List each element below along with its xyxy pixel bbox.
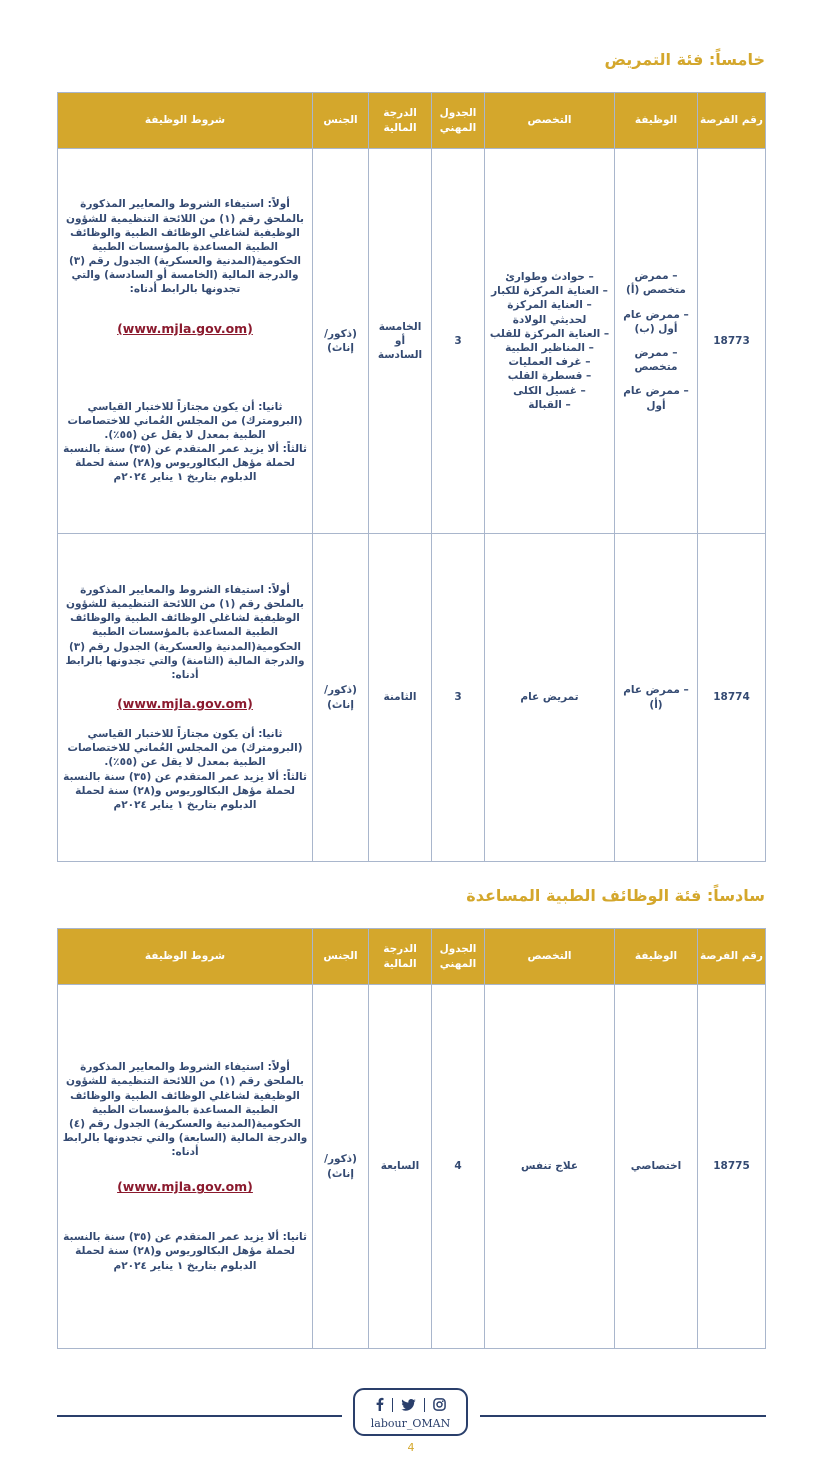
job-title bbox=[615, 534, 698, 862]
job-line: – ممرض عام (أ) bbox=[623, 684, 689, 711]
header-schedule: الجدول المهني bbox=[432, 93, 485, 149]
condition-third bbox=[62, 770, 308, 813]
opp-number: 18774 bbox=[698, 534, 766, 862]
header-schedule: الجدول المهني bbox=[432, 929, 485, 985]
condition-text: ألا يزيد عمر المتقدم عن (٣٥) سنة بالنسبة لحملة مؤهل البكالوريوس و(٢٨) سنة لحملة الدبلوم بتاريخ ١ يناير ٢٠٢٤م bbox=[63, 1231, 295, 1272]
separator bbox=[424, 1398, 425, 1412]
gender: (ذكور/ إناث) bbox=[313, 534, 369, 862]
mjla-link[interactable]: (www.mjla.gov.om) bbox=[117, 1179, 253, 1195]
condition-label: ثالثاً: bbox=[282, 770, 307, 783]
schedule-number: 4 bbox=[432, 985, 485, 1349]
gender: (ذكور/ إناث) bbox=[313, 149, 369, 534]
table-header-row bbox=[58, 93, 766, 149]
schedule-number: 3 bbox=[432, 149, 485, 534]
condition-label: أولاً: bbox=[267, 198, 290, 211]
header-opp-no: رقم الفرصة bbox=[698, 93, 766, 149]
specialty bbox=[485, 534, 615, 862]
condition-label: أولاً: bbox=[267, 1061, 290, 1074]
condition-label: ثانيا: bbox=[258, 728, 283, 741]
header-specialty: التخصص bbox=[485, 93, 615, 149]
specialty-line: – حوادث وطوارئ bbox=[505, 271, 594, 284]
job-line: اختصاصي bbox=[630, 1160, 682, 1173]
condition-label: ثالثاً: bbox=[282, 443, 307, 456]
gender: (ذكور/ إناث) bbox=[313, 985, 369, 1349]
instagram-icon[interactable] bbox=[433, 1396, 446, 1415]
condition-text: ألا يزيد عمر المتقدم عن (٣٥) سنة بالنسبة لحملة مؤهل البكالوريوس و(٢٨) سنة لحملة الدبلوم بتاريخ ١ يناير ٢٠٢٤م bbox=[63, 443, 295, 484]
condition-label: أولاً: bbox=[267, 583, 290, 596]
condition-text: استيفاء الشروط والمعايير المذكورة بالملحق رقم (١) من اللائحة التنظيمية للشؤون الوظيفية لشاغلي الوظائف الطبية والوظائف الطبية المساعدة بالمؤسسات الطبية الحكومية(المدنية والعسكرية) الجدول رقم (٤) والدرجة المالية (السابعة) والتي تجدونها بالرابط أدناه: bbox=[62, 1061, 308, 1159]
job-line: – ممرض متخصص bbox=[634, 347, 678, 374]
condition-label: ثانيا: bbox=[258, 400, 283, 413]
condition-first bbox=[62, 197, 308, 296]
specialty-line: – قسطرة القلب bbox=[507, 370, 592, 383]
job-conditions bbox=[58, 985, 313, 1349]
specialty-line: – غسيل الكلى bbox=[513, 384, 586, 397]
header-specialty: التخصص bbox=[485, 929, 615, 985]
social-badge bbox=[353, 1388, 468, 1436]
condition-second bbox=[62, 400, 308, 443]
specialty-line: – العناية المركزة للقلب bbox=[489, 327, 610, 340]
specialty-line: تمريض عام bbox=[520, 691, 579, 704]
job-title bbox=[615, 985, 698, 1349]
header-gender: الجنس bbox=[313, 93, 369, 149]
table-row bbox=[58, 534, 766, 862]
job-line: – ممرض متخصص (أ) bbox=[626, 270, 686, 297]
nursing-table bbox=[57, 92, 766, 862]
header-job: الوظيفة bbox=[615, 929, 698, 985]
condition-text: أن يكون مجتازاً للاختبار القياسي (البرومترك) من المجلس العُماني للاختصاصات الطبية بمعدل لا يقل عن (٥٥٪). bbox=[67, 400, 303, 441]
header-grade: الدرجة المالية bbox=[369, 929, 432, 985]
header-conditions: شروط الوظيفة bbox=[58, 929, 313, 985]
specialty-line: علاج تنفس bbox=[521, 1160, 578, 1173]
condition-label: ثانيا: bbox=[282, 1231, 307, 1244]
specialty-line: – العناية المركزة لحديثي الولادة bbox=[507, 299, 592, 326]
mjla-link[interactable]: (www.mjla.gov.om) bbox=[117, 320, 253, 336]
section-title-nursing: خامساً: فئة التمريض bbox=[604, 50, 765, 69]
specialty-line: – القبالة bbox=[528, 398, 571, 411]
condition-text: استيفاء الشروط والمعايير المذكورة بالملحق رقم (١) من اللائحة التنظيمية للشؤون الوظيفية لشاغلي الوظائف الطبية والوظائف الطبية المساعدة بالمؤسسات الطبية الحكومية(المدنية والعسكرية) الجدول رقم (٣) والدرجة المالية (الخامسة أو السادسة) والتي تجدونها بالرابط أدناه: bbox=[66, 198, 304, 296]
header-gender: الجنس bbox=[313, 929, 369, 985]
table-row bbox=[58, 149, 766, 534]
mjla-link[interactable]: (www.mjla.gov.om) bbox=[117, 696, 253, 712]
page-number: 4 bbox=[407, 1441, 415, 1454]
footer-divider-left bbox=[57, 1415, 342, 1417]
financial-grade: الخامسة أو السادسة bbox=[369, 149, 432, 534]
section-title-allied-medical: سادساً: فئة الوظائف الطبية المساعدة bbox=[466, 886, 765, 905]
condition-first bbox=[62, 1060, 308, 1159]
table-row bbox=[58, 985, 766, 1349]
opp-number: 18773 bbox=[698, 149, 766, 534]
header-conditions: شروط الوظيفة bbox=[58, 93, 313, 149]
condition-text: ألا يزيد عمر المتقدم عن (٣٥) سنة بالنسبة لحملة مؤهل البكالوريوس و(٢٨) سنة لحملة الدبلوم بتاريخ ١ يناير ٢٠٢٤م bbox=[63, 770, 295, 811]
specialty-line: – المناظير الطبية bbox=[505, 342, 594, 354]
table-header-row bbox=[58, 929, 766, 985]
job-conditions bbox=[58, 149, 313, 534]
condition-second bbox=[62, 727, 308, 770]
social-handle: labour_OMAN bbox=[370, 1417, 451, 1430]
allied-medical-table bbox=[57, 928, 766, 1349]
facebook-icon[interactable] bbox=[375, 1396, 384, 1415]
specialty bbox=[485, 985, 615, 1349]
condition-text: استيفاء الشروط والمعايير المذكورة بالملحق رقم (١) من اللائحة التنظيمية للشؤون الوظيفية لشاغلي الوظائف الطبية والوظائف الطبية المساعدة بالمؤسسات الطبية الحكومية(المدنية والعسكرية) الجدول رقم (٣) والدرجة المالية (الثامنة) والتي تجدونها بالرابط أدناه: bbox=[65, 583, 305, 681]
condition-first bbox=[62, 583, 308, 682]
opp-number: 18775 bbox=[698, 985, 766, 1349]
footer-divider-right bbox=[480, 1415, 766, 1417]
condition-text: أن يكون مجتازاً للاختبار القياسي (البرومترك) من المجلس العُماني للاختصاصات الطبية بمعدل لا يقل عن (٥٥٪). bbox=[67, 728, 303, 769]
condition-third bbox=[62, 442, 308, 485]
separator bbox=[392, 1398, 393, 1412]
job-title bbox=[615, 149, 698, 534]
specialty-line: – العناية المركزة للكبار bbox=[491, 285, 608, 298]
schedule-number: 3 bbox=[432, 534, 485, 862]
twitter-icon[interactable] bbox=[401, 1396, 416, 1415]
financial-grade: السابعة bbox=[369, 985, 432, 1349]
header-job: الوظيفة bbox=[615, 93, 698, 149]
job-line: – ممرض عام أول bbox=[623, 385, 689, 412]
specialty-line: – غرف العمليات bbox=[508, 356, 591, 369]
job-conditions bbox=[58, 534, 313, 862]
job-line: – ممرض عام أول (ب) bbox=[623, 308, 689, 335]
header-opp-no: رقم الفرصة bbox=[698, 929, 766, 985]
specialty bbox=[485, 149, 615, 534]
header-grade: الدرجة المالية bbox=[369, 93, 432, 149]
social-icons bbox=[355, 1397, 466, 1413]
financial-grade: الثامنة bbox=[369, 534, 432, 862]
condition-second bbox=[62, 1230, 308, 1273]
